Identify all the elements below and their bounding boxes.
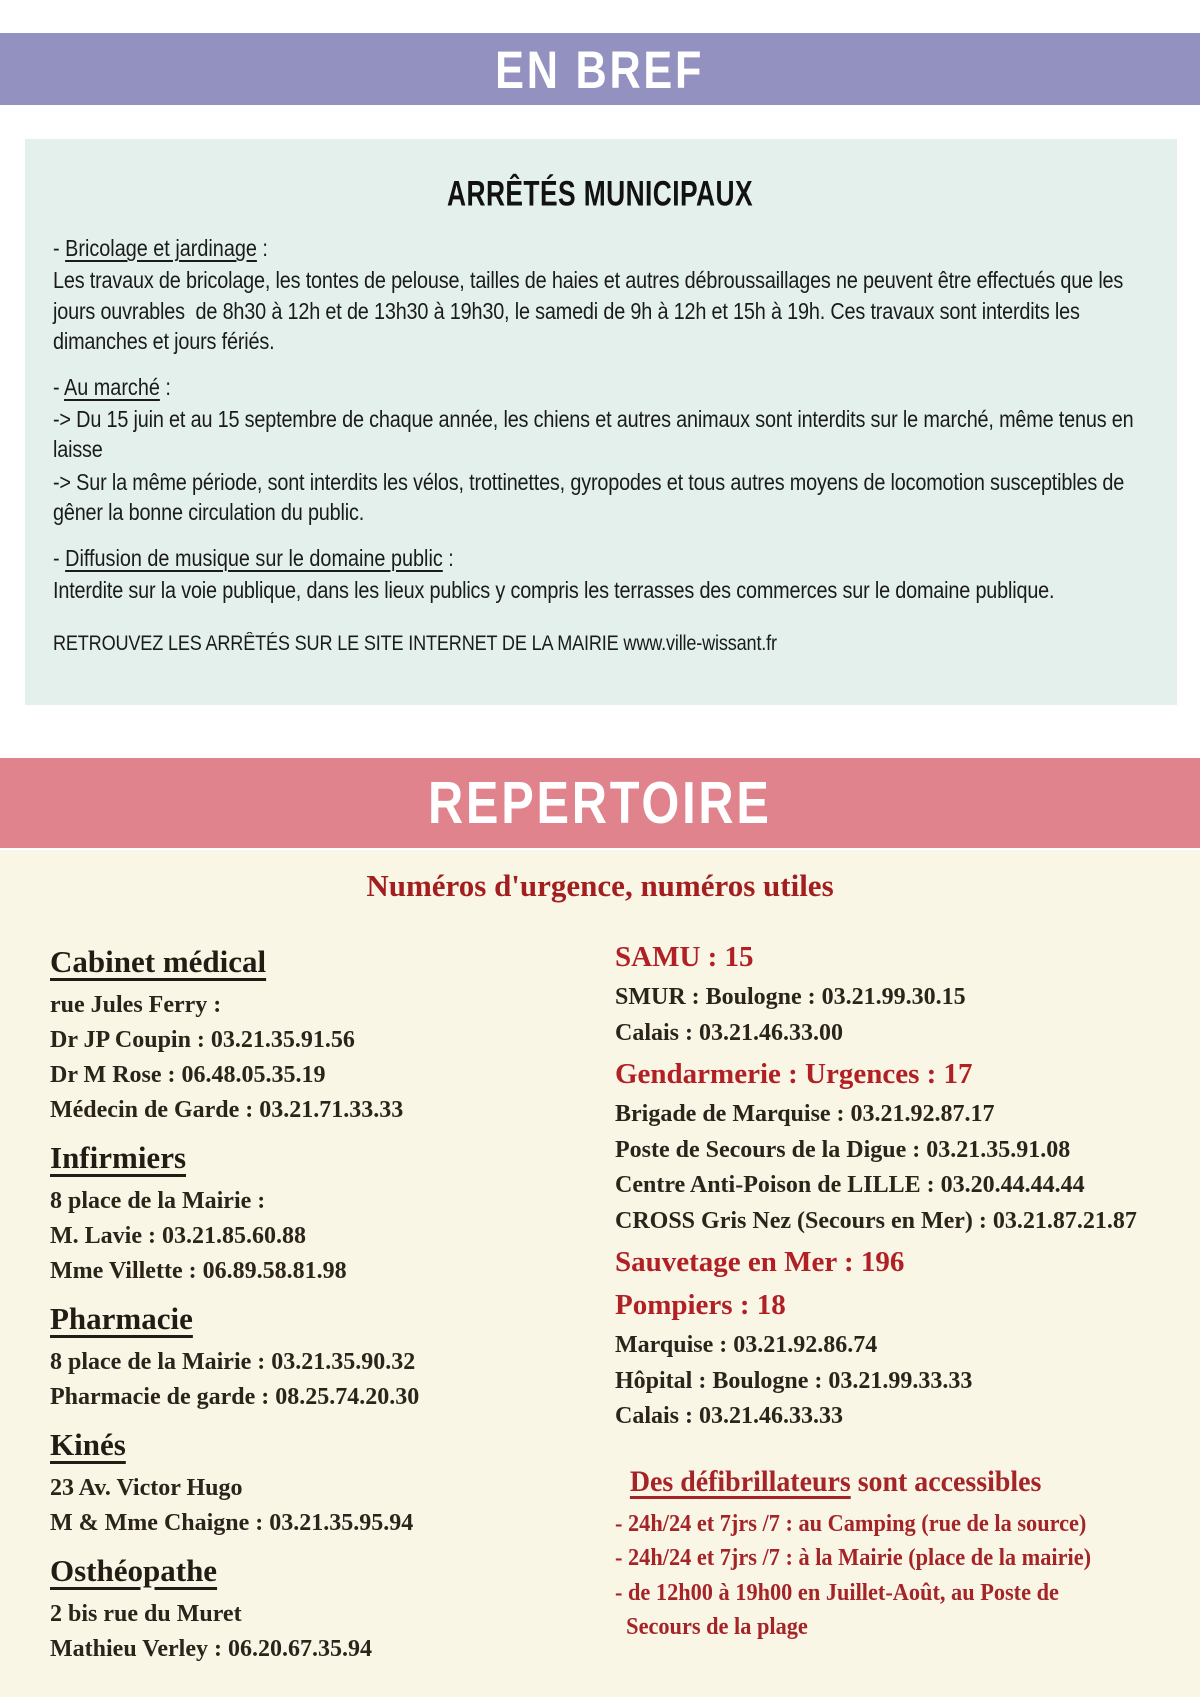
directory-right-column — [570, 934, 1180, 1645]
directory-left-column — [50, 934, 570, 1679]
defibrillators-title-rest: sont accessibles — [850, 1464, 1042, 1498]
arretes-section-bricolage — [53, 233, 1147, 357]
defibrillators-item: - de 12h00 à 19h00 en Juillet-Août, au Poste de — [615, 1579, 1059, 1606]
directory-line: Dr JP Coupin : 03.21.35.91.56 — [50, 1027, 355, 1053]
directory-line: CROSS Gris Nez (Secours en Mer) : 03.21.87.21.87 — [615, 1207, 1137, 1234]
directory-line: Dr M Rose : 06.48.05.35.19 — [50, 1062, 326, 1088]
directory-group-cabinet-medical — [50, 944, 570, 1128]
repertoire-banner — [0, 758, 1200, 848]
urgence-subtitle: Numéros d'urgence, numéros utiles — [366, 868, 834, 903]
arretes-footer-note: RETROUVEZ LES ARRÊTÉS SUR LE SITE INTERNET DE LA MAIRIE www.ville-wissant.fr — [53, 632, 777, 655]
emergency-heading-gendarmerie: Gendarmerie : Urgences : 17 — [615, 1058, 973, 1090]
section-paragraph: Interdite sur la voie publique, dans les lieux publics y compris les terrasses des commerces sur le domaine publique. — [53, 576, 1055, 603]
directory-line: Marquise : 03.21.92.86.74 — [615, 1332, 878, 1358]
section-heading — [53, 233, 1147, 263]
defibrillators-title — [630, 1465, 1177, 1499]
directory-line: M. Lavie : 03.21.85.60.88 — [50, 1223, 306, 1249]
heading-label: Au marché — [64, 373, 160, 400]
directory-line: Calais : 03.21.46.33.33 — [615, 1403, 843, 1429]
directory-line: 23 Av. Victor Hugo — [50, 1475, 243, 1501]
heading-label: Bricolage et jardinage — [65, 235, 257, 261]
heading-dash: - — [53, 544, 66, 571]
emergency-heading-sauvetage: Sauvetage en Mer : 196 — [615, 1246, 905, 1278]
directory-group-heading: Kinés — [50, 1427, 126, 1462]
defibrillators-title-underlined: Des défibrillateurs — [629, 1464, 851, 1498]
repertoire-banner-title: REPERTOIRE — [428, 769, 772, 837]
heading-dash: - — [53, 235, 66, 261]
directory-line: 8 place de la Mairie : — [50, 1188, 266, 1214]
section-paragraph: -> Sur la même période, sont interdits les vélos, trottinettes, gyropodes et tous autres moyens de locomotion susceptibles de gêner la bonne circulation du public. — [53, 468, 1130, 525]
directory-group-pharmacie — [50, 1301, 570, 1415]
directory-group-heading: Osthéopathe — [50, 1553, 218, 1588]
directory-group-kines — [50, 1427, 570, 1541]
defibrillators-block — [615, 1465, 1177, 1645]
directory-line: rue Jules Ferry : — [50, 992, 222, 1018]
directory-line: Hôpital : Boulogne : 03.21.99.33.33 — [615, 1367, 973, 1394]
section-paragraph: Les travaux de bricolage, les tontes de pelouse, tailles de haies et autres débroussaillages ne peuvent être effectués que les jours ouvrables de 8h30 à 12h et de 13h30 à 19h30, le samedi de 9h à 12h et 15h à 19h. Ces travaux sont interdits les dimanches et jours fériés. — [53, 267, 1129, 354]
repertoire-section — [0, 850, 1200, 1697]
directory-line: Pharmacie de garde : 08.25.74.20.30 — [50, 1384, 420, 1410]
section-paragraph: -> Du 15 juin et au 15 septembre de chaque année, les chiens et autres animaux sont interdits sur le marché, même tenus en laisse — [53, 405, 1139, 462]
directory-line: Brigade de Marquise : 03.21.92.87.17 — [615, 1101, 995, 1127]
en-bref-banner-title: EN BREF — [495, 39, 705, 99]
defibrillators-item: - 24h/24 et 7jrs /7 : à la Mairie (place de la mairie) — [615, 1545, 1092, 1571]
section-heading — [53, 543, 1147, 573]
directory-line: Centre Anti-Poison de LILLE : 03.20.44.44.44 — [615, 1172, 1085, 1198]
defibrillators-item: Secours de la plage — [615, 1614, 808, 1640]
directory-line: SMUR : Boulogne : 03.21.99.30.15 — [615, 984, 966, 1010]
arretes-section-marche — [53, 372, 1147, 528]
heading-label: Diffusion de musique sur le domaine public — [65, 544, 443, 571]
arretes-section-musique — [53, 543, 1147, 606]
arretes-title: ARRÊTÉS MUNICIPAUX — [447, 173, 753, 213]
directory-line: M & Mme Chaigne : 03.21.35.95.94 — [50, 1510, 414, 1536]
directory-group-heading: Cabinet médical — [50, 944, 267, 979]
directory-group-infirmiers — [50, 1140, 570, 1289]
directory-group-ostheopathe — [50, 1553, 570, 1667]
emergency-heading-samu: SAMU : 15 — [615, 941, 754, 973]
directory-group-heading: Pharmacie — [50, 1301, 193, 1336]
directory-line: Mme Villette : 06.89.58.81.98 — [50, 1258, 347, 1284]
en-bref-banner — [0, 33, 1200, 105]
heading-colon: : — [256, 235, 268, 261]
directory-line: 2 bis rue du Muret — [50, 1601, 242, 1627]
directory-line: Poste de Secours de la Digue : 03.21.35.91.08 — [615, 1136, 1071, 1163]
arretes-municipaux-box — [25, 139, 1177, 705]
heading-colon: : — [159, 373, 171, 400]
directory-line: Médecin de Garde : 03.21.71.33.33 — [50, 1097, 404, 1123]
heading-dash: - — [53, 373, 65, 400]
emergency-heading-pompiers: Pompiers : 18 — [615, 1289, 786, 1321]
directory-columns — [0, 934, 1200, 1679]
directory-group-heading: Infirmiers — [50, 1140, 187, 1175]
directory-line: 8 place de la Mairie : 03.21.35.90.32 — [50, 1349, 416, 1375]
directory-line: Mathieu Verley : 06.20.67.35.94 — [50, 1636, 372, 1662]
heading-colon: : — [442, 544, 454, 571]
defibrillators-item: - 24h/24 et 7jrs /7 : au Camping (rue de la source) — [615, 1510, 1087, 1537]
section-heading — [53, 372, 1147, 402]
directory-line: Calais : 03.21.46.33.00 — [615, 1019, 843, 1046]
